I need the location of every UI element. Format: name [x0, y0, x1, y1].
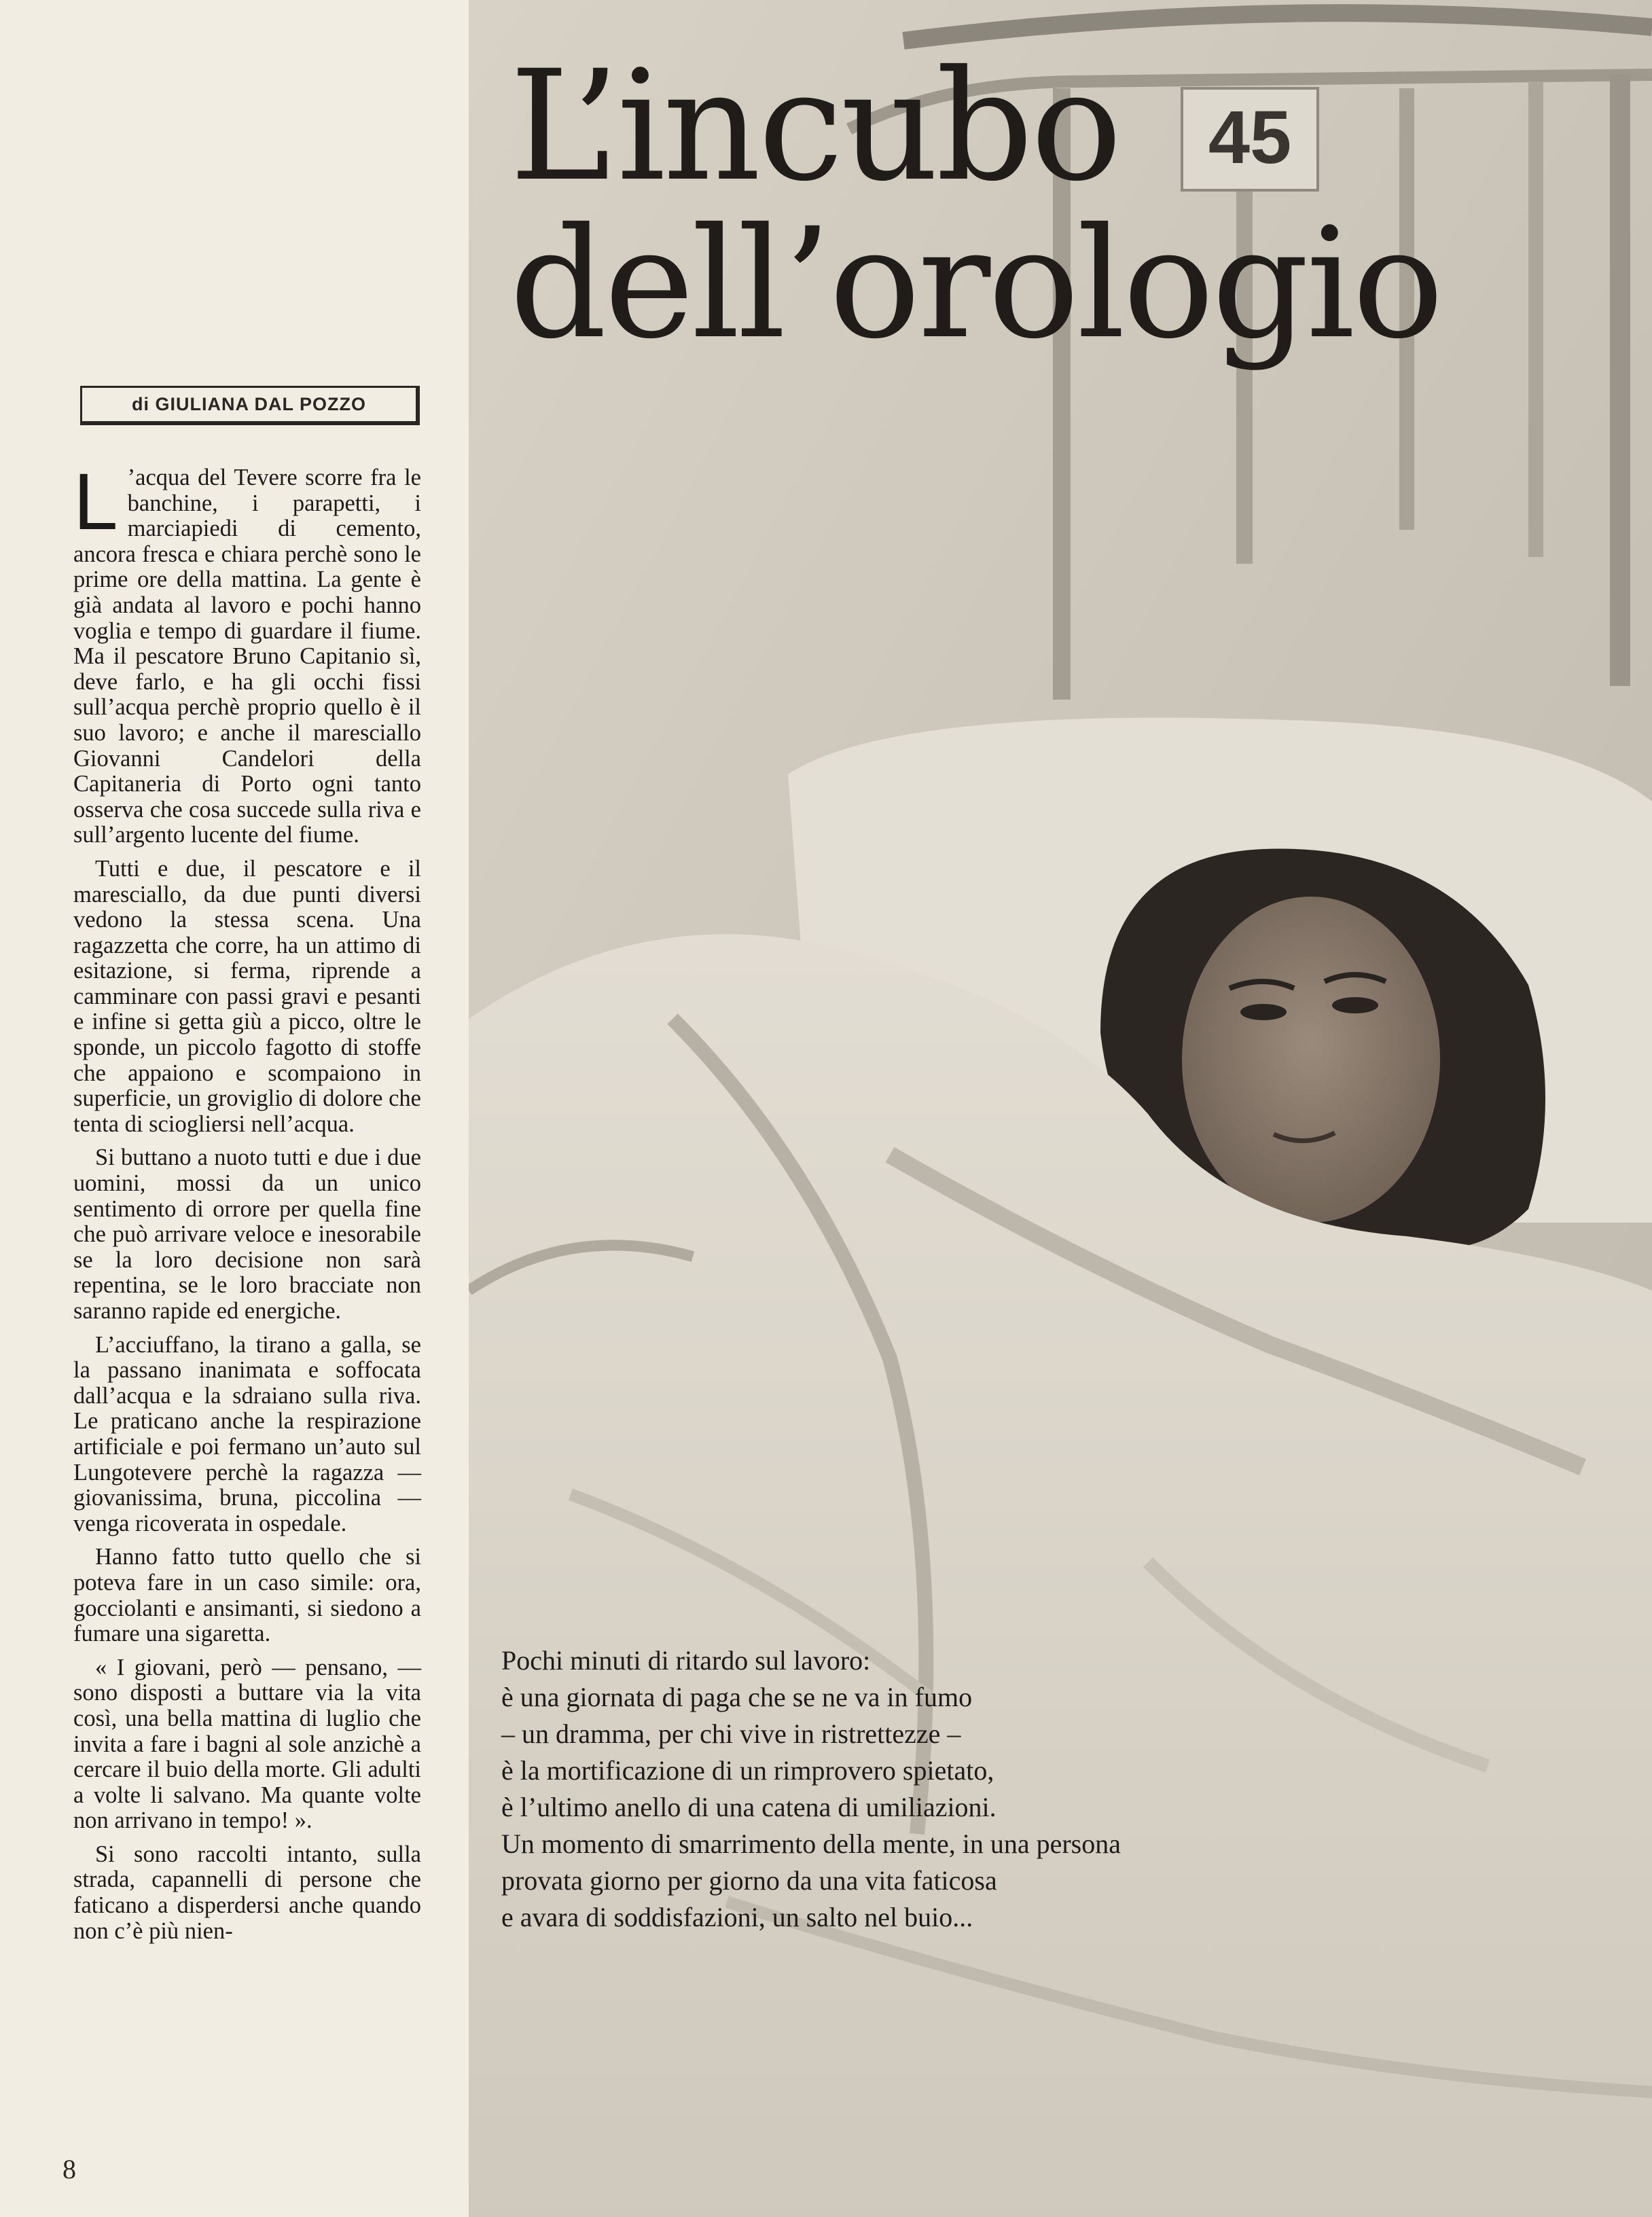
- drop-cap: L: [73, 457, 118, 547]
- article-paragraph: Si buttano a nuoto tutti e due i due uomini, mossi da un unico sentimento di orrore per quella fine che può arrivare veloce e inesorabile se la loro decisione non sarà repentina, se le loro bracciate non saranno rapide ed energiche.: [73, 1144, 421, 1324]
- caption-line: Un momento di smarrimento della mente, in una persona: [501, 1828, 1121, 1859]
- caption-line: – un dramma, per chi vive in ristrettezze –: [501, 1718, 961, 1749]
- article-paragraph: Hanno fatto tutto quello che si poteva fare in un caso simile: ora, gocciolanti e ansimanti, si siedono a fumare una sigaretta.: [73, 1544, 421, 1647]
- article-paragraph: L’acciuffano, la tirano a galla, se la passano inanimata e soffocata dall’acqua e la sdraiano sulla riva. Le praticano anche la respirazione artificiale e poi fermano un’auto sul Lungotevere perchè la ragazza — giovanissima, bruna, piccolina — venga ricoverata in ospedale.: [73, 1331, 421, 1536]
- article-paragraph: Si sono raccolti intanto, sulla strada, capannelli di persone che faticano a disperdersi anche quando non c’è più nien-: [73, 1841, 421, 1944]
- article-paragraph: L ’acqua del Tevere scorre fra le banchine, i parapetti, i marciapiedi di cemento, ancora fresca e chiara perchè sono le prime ore della mattina. La gente è già andata al lavoro e pochi hanno voglia e tempo di guardare il fiume. Ma il pescatore Bruno Capitanio sì, deve farlo, e ha gli occhi fissi sull’acqua perchè proprio quello è il suo lavoro; e anche il maresciallo Giovanni Candelori della Capitaneria di Porto ogni tanto osserva che cosa succede sulla riva e sull’argento lucente del fiume.: [73, 457, 421, 848]
- article-paragraph: Tutti e due, il pescatore e il maresciallo, da due punti diversi vedono la stessa scena. Una ragazzetta che corre, ha un attimo di esitazione, si ferma, riprende a camminare con passi gravi e pesanti e infine si getta giù a picco, oltre le sponde, un piccolo fagotto di stoffe che appaiono e scompaiono in superficie, un groviglio di dolore che tenta di sciogliersi nell’acqua.: [73, 855, 421, 1137]
- page-number: 8: [62, 2154, 76, 2184]
- caption-line: è l’ultimo anello di una catena di umiliazioni.: [501, 1792, 996, 1822]
- caption-line: provata giorno per giorno da una vita faticosa: [501, 1865, 997, 1896]
- caption-line: è una giornata di paga che se ne va in fumo: [501, 1682, 973, 1712]
- article-body: [73, 457, 421, 1952]
- article-column: [0, 0, 469, 2217]
- byline: di GIULIANA DAL POZZO: [80, 386, 420, 425]
- headline: L’incubo dell’orologio: [509, 37, 1441, 372]
- caption-line: e avara di soddisfazioni, un salto nel buio...: [501, 1902, 973, 1932]
- caption-line: è la mortificazione di un rimprovero spietato,: [501, 1755, 994, 1786]
- caption-line: Pochi minuti di ritardo sul lavoro:: [501, 1645, 871, 1676]
- bed-number-plate: 45: [1208, 96, 1292, 179]
- article-paragraph: « I giovani, però — pensano, — sono disposti a buttare via la vita così, una bella mattina di luglio che invita a fare i bagni al sole anzichè a cercare il buio della morte. Gli adulti a volte li salvano. Ma quante volte non arrivano in tempo! ».: [73, 1654, 421, 1834]
- photo-caption: [501, 1642, 1452, 1936]
